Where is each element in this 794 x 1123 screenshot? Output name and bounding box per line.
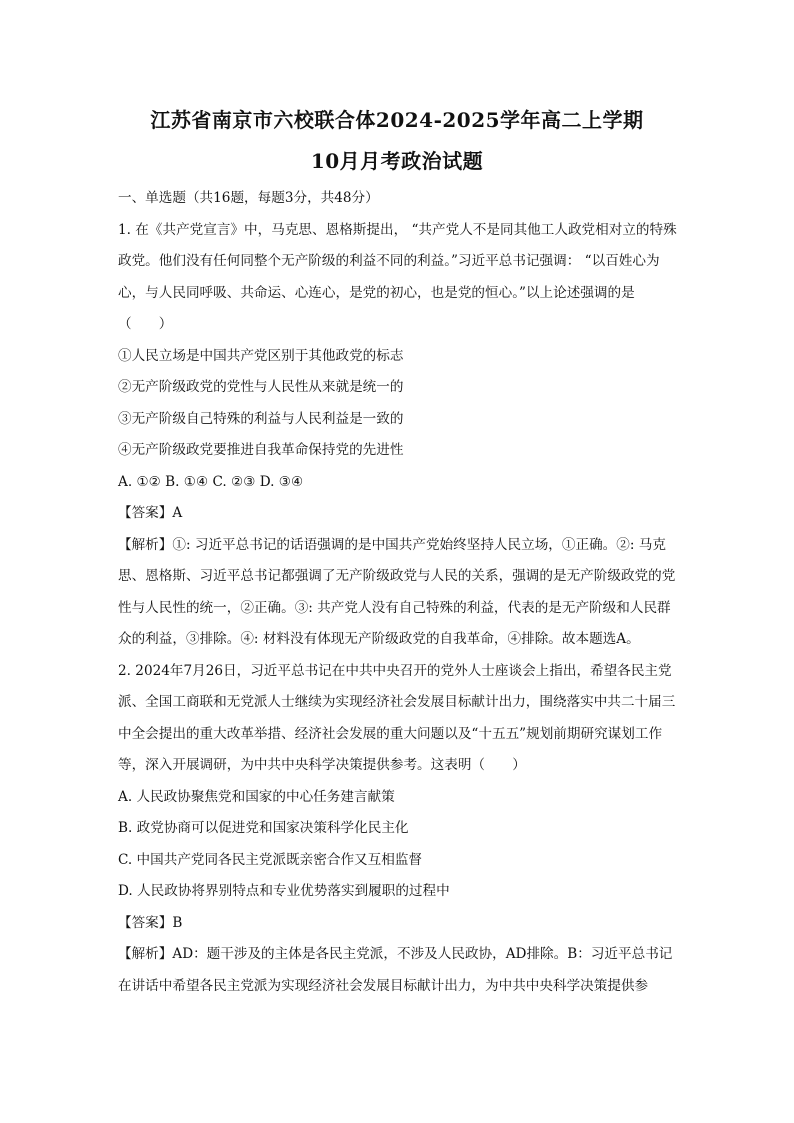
- q2-option-d: D. 人民政协将界别特点和专业优势落实到履职的过程中: [118, 883, 450, 899]
- q2-stem: 2. 2024年7月26日，习近平总书记在中共中央召开的党外人士座谈会上指出，希望各民主党派、全国工商联和无党派人士继续为实现经济社会发展目标献计出力，围绕落实中共二十届三中全会提出的重大改革举措、经济社会发展的重大问题以及“十五五”规划前期研究谋划工作等，深入开展调研，为中共中央科学决策提供参考。这表明（ ）: [118, 662, 676, 773]
- doc-content: [118, 183, 678, 1002]
- q1-item-1: ①人民立场是中国共产党区别于其他政党的标志: [118, 347, 404, 364]
- q1-answer: 【答案】A: [118, 505, 183, 521]
- doc-title-line2: 10月月考政治试题: [310, 149, 484, 173]
- q1-item-3: ③无产阶级自己特殊的利益与人民利益是一致的: [118, 410, 404, 427]
- q2-option-c: C. 中国共产党同各民主党派既亲密合作又互相监督: [118, 851, 423, 868]
- q2-analysis: 【解析】AD：题干涉及的主体是各民主党派，不涉及人民政协，AD排除。B：习近平总书记在讲话中希望各民主党派为实现经济社会发展目标献计出力，为中共中央科学决策提供参: [118, 946, 673, 994]
- q1-analysis: 【解析】①: 习近平总书记的话语强调的是中国共产党始终坚持人民立场，①正确。②: 马克思、恩格斯、习近平总书记都强调了无产阶级政党与人民的关系，强调的是无产阶级政党的党性与人民性的统一，②正确。③: 共产党人没有自己特殊的利益，代表的是无产阶级和人民群众的利益，③排除。④: 材料没有体现无产阶级政党的自我革命，④排除。故本题选A。: [118, 536, 676, 647]
- q1-item-2: ②无产阶级政党的党性与人民性从来就是统一的: [118, 379, 404, 395]
- q1-stem: 1. 在《共产党宣言》中，马克思、恩格斯提出， “共产党人不是同其他工人政党相对立的特殊政党。他们没有任何同整个无产阶级的利益不同的利益。”习近平总书记强调： “以百姓心为心，与人民同呼吸、共命运、心连心，是党的初心，也是党的恒心。”以上论述强调的是（ ）: [118, 221, 677, 332]
- section-heading: 一、单选题（共16题，每题3分，共48分）: [118, 190, 379, 206]
- q2-answer: 【答案】B: [118, 914, 183, 931]
- q1-options: A. ①② B. ①④ C. ②③ D. ③④: [118, 473, 304, 490]
- doc-title-line1: 江苏省南京市六校联合体2024-2025学年高二上学期: [150, 108, 644, 132]
- q2-option-a: A. 人民政协聚焦党和国家的中心任务建言献策: [118, 788, 395, 805]
- q1-item-4: ④无产阶级政党要推进自我革命保持党的先进性: [118, 442, 404, 458]
- q2-option-b: B. 政党协商可以促进党和国家决策科学化民主化: [118, 820, 409, 836]
